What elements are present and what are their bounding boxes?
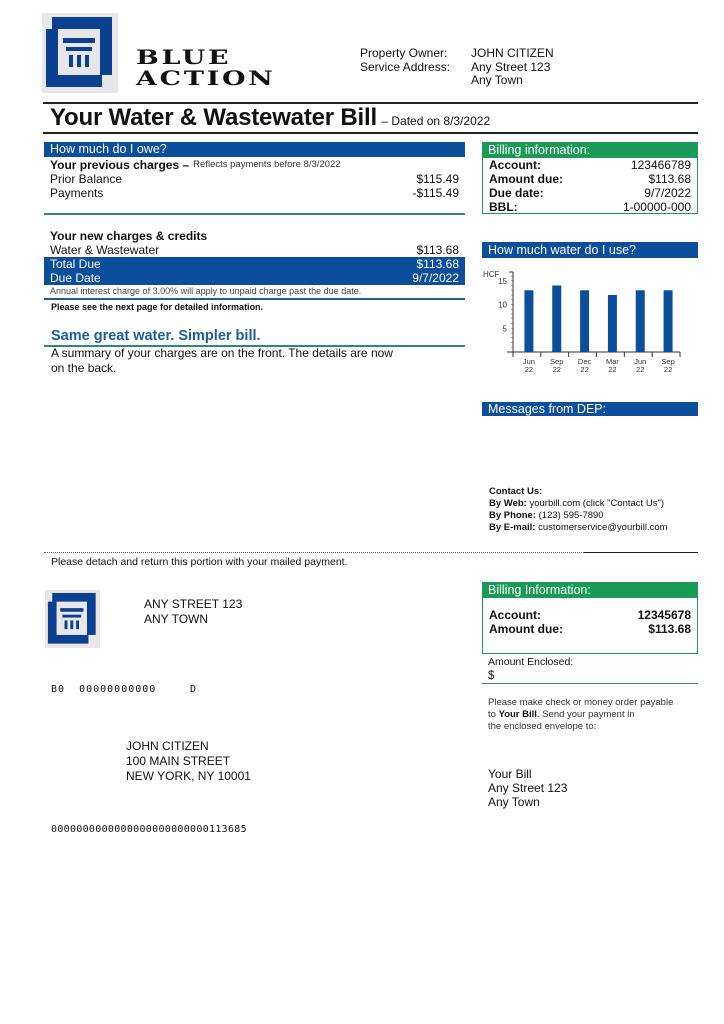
usage-bar — [608, 295, 617, 352]
contact-email-link[interactable]: customerservice@yourbill.com — [538, 522, 668, 533]
pay-instr-line2: to Your Bill. Send your payment in — [488, 709, 635, 720]
service-address-line2: Any Town — [471, 73, 523, 87]
contact-web-label: By Web: — [489, 498, 527, 509]
amount-enclosed-currency: $ — [488, 670, 495, 682]
payments-row — [44, 186, 465, 200]
billing-info-box — [482, 142, 698, 214]
due-date-info-row — [483, 186, 697, 200]
account-label: Account: — [489, 158, 541, 172]
detach-line-solid — [584, 552, 698, 553]
x-tick-label: Sep — [661, 357, 675, 366]
remit-street: Any Street 123 — [488, 781, 568, 795]
bbl-value: 1-00000-000 — [622, 200, 691, 214]
owe-divider — [44, 213, 465, 215]
x-tick-year: 22 — [608, 365, 617, 374]
stub-billing-box — [482, 582, 698, 654]
stub-account-row — [483, 608, 697, 622]
interest-note: Annual interest charge of 3.00% will apply to unpaid charge past the due date. — [50, 286, 362, 296]
amount-due-row — [483, 172, 697, 186]
stub-account-value: 12345678 — [637, 608, 691, 622]
page-title-main: Your Water & Wastewater Bill — [50, 104, 377, 131]
usage-bar — [580, 290, 589, 352]
account-row — [483, 158, 697, 172]
owe-heading: How much do I owe? — [44, 142, 465, 157]
usage-bar — [524, 290, 533, 352]
due-date-info-value: 9/7/2022 — [644, 186, 691, 200]
promo-text-line1: A summary of your charges are on the front. The details are now — [51, 346, 393, 360]
next-page-note: Please see the next page for detailed information. — [51, 302, 264, 312]
new-charges-section — [44, 229, 465, 298]
new-charges-title-row — [44, 229, 465, 243]
contact-email-label: By E-mail: — [489, 522, 536, 533]
mailing-street: 100 MAIN STREET — [126, 754, 231, 768]
y-tick-label: 5 — [502, 324, 507, 334]
amount-enclosed-field[interactable] — [482, 669, 698, 684]
pay-instr-line3: the enclosed envelope to: — [488, 721, 597, 732]
prior-balance-value: $115.49 — [416, 172, 459, 186]
page-title-date: – Dated on 8/3/2022 — [381, 114, 491, 128]
remit-address — [488, 767, 567, 809]
amount-due-label: Amount due: — [489, 172, 563, 186]
stub-amount-label: Amount due: — [489, 622, 563, 636]
bbl-row — [483, 200, 697, 214]
payments-value: -$115.49 — [412, 186, 459, 200]
contact-phone-label: By Phone: — [489, 510, 536, 521]
contact-us — [489, 486, 668, 534]
payments-label: Payments — [50, 186, 104, 200]
prior-balance-label: Prior Balance — [50, 172, 123, 186]
x-tick-label: Jun — [522, 357, 535, 366]
usage-bar-chart — [480, 266, 700, 381]
property-owner-value: JOHN CITIZEN — [471, 46, 554, 60]
x-tick-year: 22 — [580, 365, 589, 374]
new-charges-title: Your new charges & credits — [50, 229, 208, 243]
previous-charges-note: Reflects payments before 8/3/2022 — [193, 159, 341, 170]
usage-bar — [664, 290, 673, 352]
bbl-label: BBL: — [489, 200, 518, 214]
y-tick-label: 10 — [498, 300, 507, 310]
mailing-name: JOHN CITIZEN — [126, 739, 209, 753]
title-rule-bottom — [43, 132, 698, 134]
usage-bar — [552, 286, 561, 353]
contact-web-row — [489, 498, 668, 510]
due-date-info-label: Due date: — [489, 186, 544, 200]
building-icon — [45, 590, 100, 648]
x-tick-label: Jun — [634, 357, 647, 366]
detach-note: Please detach and return this portion with your mailed payment. — [51, 556, 348, 568]
previous-charges-title — [44, 158, 465, 172]
brand-line-1: BLUE — [136, 45, 232, 69]
stub-logo — [45, 590, 100, 648]
brand-name — [136, 45, 276, 90]
y-axis-label: HCF — [483, 270, 500, 279]
pay-instr-line1: Please make check or money order payable — [488, 697, 674, 708]
due-date-value: 9/7/2022 — [412, 271, 459, 285]
scan-line-check: D — [190, 684, 198, 695]
stub-amount-value: $113.68 — [648, 622, 691, 636]
water-charge-value: $113.68 — [416, 243, 459, 257]
property-owner-label: Property Owner: — [360, 46, 448, 60]
stub-billing-heading: Billing Information: — [483, 583, 697, 598]
water-charge-label: Water & Wastewater — [50, 243, 160, 257]
stub-amount-row — [483, 622, 697, 636]
scan-line-account: B0 00000000000 — [51, 684, 157, 695]
logo — [42, 13, 118, 93]
promo-text-line2: on the back. — [51, 361, 117, 375]
amount-due-value: $113.68 — [648, 172, 691, 186]
usage-bar — [636, 290, 645, 352]
contact-title: Contact Us: — [489, 486, 543, 497]
page-title — [50, 104, 490, 132]
contact-email-row — [489, 522, 668, 534]
promo-tagline: Same great water. Simpler bill. — [51, 328, 261, 344]
building-icon — [42, 13, 118, 93]
stub-account-label: Account: — [489, 608, 541, 622]
brand-line-2: ACTION — [136, 66, 276, 90]
amount-enclosed-label: Amount Enclosed: — [488, 656, 574, 668]
billing-info-heading: Billing information: — [483, 143, 697, 158]
usage-heading: How much water do I use? — [482, 242, 698, 258]
due-date-row — [44, 271, 465, 285]
due-date-label: Due Date — [50, 271, 101, 285]
service-address-line1: Any Street 123 — [471, 60, 551, 74]
total-due-value: $113.68 — [416, 257, 459, 271]
remit-town: Any Town — [488, 795, 540, 809]
x-tick-year: 22 — [663, 365, 673, 374]
total-due-label: Total Due — [50, 257, 101, 271]
contact-phone-row — [489, 510, 668, 522]
mailing-address — [126, 739, 251, 784]
usage-chart — [480, 266, 700, 381]
contact-phone-value: (123) 595-7890 — [538, 510, 604, 521]
mailing-city: NEW YORK, NY 10001 — [126, 769, 251, 783]
account-value: 123466789 — [630, 158, 691, 172]
x-tick-label: Sep — [550, 357, 564, 366]
water-charge-row — [44, 243, 465, 257]
x-tick-year: 22 — [636, 365, 645, 374]
x-tick-label: Dec — [577, 357, 592, 366]
stub-service-address — [144, 597, 242, 627]
total-due-row — [44, 257, 465, 271]
prior-balance-row — [44, 172, 465, 186]
promo-text — [51, 346, 393, 376]
y-tick-label: 15 — [498, 276, 507, 286]
x-tick-year: 22 — [524, 365, 534, 374]
stub-service-line2: ANY TOWN — [144, 612, 209, 626]
owe-section — [44, 142, 465, 200]
messages-heading: Messages from DEP: — [482, 402, 698, 416]
scan-line-amount: 0000000000000000000000000113685 — [51, 824, 247, 835]
x-tick-year: 22 — [552, 365, 561, 374]
detach-line-dotted — [44, 552, 584, 553]
previous-charges-label: Your previous charges – — [50, 158, 190, 172]
remit-name: Your Bill — [488, 767, 532, 781]
payment-instructions — [488, 697, 673, 733]
service-address-label: Service Address: — [360, 60, 451, 74]
contact-web-link[interactable]: yourbill.com (click "Contact Us") — [529, 498, 664, 509]
stub-service-line1: ANY STREET 123 — [144, 597, 243, 611]
charges-divider — [44, 298, 465, 300]
x-tick-label: Mar — [605, 357, 619, 366]
